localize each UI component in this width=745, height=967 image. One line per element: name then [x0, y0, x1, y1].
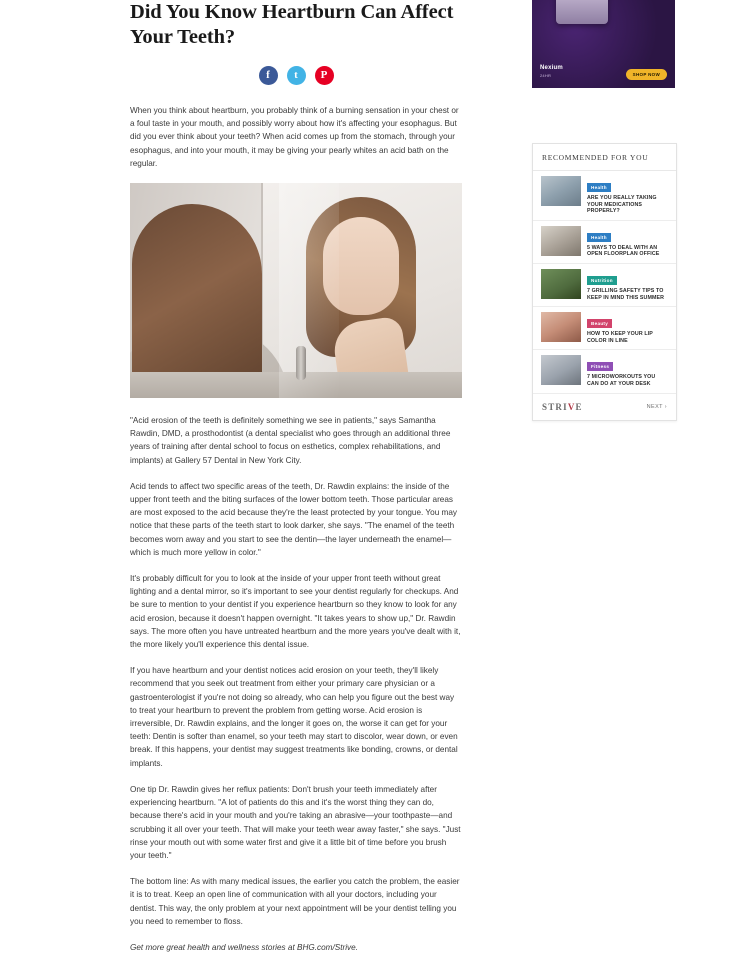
ad-cta-button[interactable]: SHOP NOW	[626, 69, 667, 80]
facebook-share-icon[interactable]: f	[259, 66, 278, 85]
article-paragraph-6: One tip Dr. Rawdin gives her reflux patients: Don't brush your teeth immediately after experiencing heartburn. "A lot of patients do this and it's the worst thing they can do, because there's acid in your mouth and you're taking an abrasive—your toothpaste—and scrubbing it all over your teeth. That will make your teeth wear away faster," she says. "Just rinse your mouth out with some water first and give it a little bit of time before you brush your teeth."	[130, 784, 461, 860]
article-paragraph-4: It's probably difficult for you to look at the inside of your upper front teeth without great lighting and a dental mirror, so it's important to see your dentist regularly for checkups. And be sure to mention to your dentist if you experience heartburn so they know to look for any acid erosion, because it doesn't happen overnight. "It takes years to show up," Dr. Rawdin says. The more often you have untreated heartburn and the more years you've dealt with it, the more likely you'll experience this dental issue.	[130, 574, 461, 650]
social-share-row	[130, 66, 462, 85]
ad-brand-label	[540, 65, 563, 79]
ad-brand-name: Nexium	[540, 65, 563, 71]
list-item-headline: HOW TO KEEP YOUR LIP COLOR IN LINE	[587, 331, 653, 344]
list-item-thumbnail	[541, 269, 581, 299]
advertisement-banner[interactable]	[532, 0, 675, 88]
article-paragraph-1: When you think about heartburn, you probably think of a burning sensation in your chest or a foul taste in your mouth, and possibly worry about how it's affecting your esophagus. But did you ever think about your teeth? When acid comes up from the stomach, through your esophagus, and into your mouth, it may be giving your pearly whites an acid bath on the regular.	[130, 106, 459, 168]
strive-logo	[542, 402, 583, 412]
list-item-headline: 5 WAYS TO DEAL WITH AN OPEN FLOORPLAN OFFICE	[587, 244, 660, 258]
list-item-thumbnail	[541, 312, 581, 342]
article-paragraph-5: If you have heartburn and your dentist notices acid erosion on your teeth, they'll likely recommend that you seek out treatment from either your primary care physician or a gastroenterologist if you're not doing so already, who can help you figure out the best way to treat your heartburn to prevent the problem from getting worse. Acid erosion is irreversible, Dr. Rawdin explains, and the longer it goes on, the worse it can get for your teeth: Dentin is softer than enamel, so your teeth may start to discolor, wear down, or even break. If this happens, your dentist may suggest treatments like bonding, crowns, or dental implants.	[130, 666, 458, 768]
hero-image-woman-head	[132, 204, 262, 398]
status-badge: Nutrition	[587, 276, 617, 285]
list-item-body	[587, 355, 668, 387]
article-paragraph-7: The bottom line: As with many medical issues, the earlier you catch the problem, the easier it is to treat. Keep an open line of communication with all your doctors, including your dentist. This way, the only problem at your next appointment will be your dentist telling you you need to remember to floss.	[130, 877, 460, 926]
list-item-body	[587, 269, 668, 301]
next-button[interactable]: NEXT ›	[646, 403, 667, 410]
hero-image-glare	[279, 183, 339, 398]
article-paragraph-2: "Acid erosion of the teeth is definitely something we see in patients," says Samantha Rawdin, DMD, a prosthodontist (a dental specialist who goes through an additional three years of training after dental school to focus on esthetics, complex rehabilitations, and implants) at Gallery 57 Dental in New York City.	[130, 416, 451, 465]
page-title: Did You Know Heartburn Can Affect Your Teeth?	[130, 1, 454, 48]
pinterest-share-icon[interactable]: P	[315, 66, 334, 85]
recommended-widget	[532, 143, 677, 421]
ad-brand-sub: 24HR	[540, 73, 552, 78]
hero-image	[130, 183, 462, 398]
list-item-body	[587, 176, 668, 215]
list-item-headline: 7 GRILLING SAFETY TIPS TO KEEP IN MIND THIS SUMMER	[587, 287, 665, 301]
list-item[interactable]	[533, 221, 676, 264]
recommended-title: RECOMMENDED FOR YOU	[533, 144, 676, 171]
list-item[interactable]	[533, 307, 676, 350]
list-item[interactable]	[533, 171, 676, 221]
list-item-thumbnail	[541, 355, 581, 385]
list-item-body	[587, 312, 668, 344]
status-badge: Health	[587, 233, 611, 242]
article-footer-note[interactable]: Get more great health and wellness stories at BHG.com/Strive.	[130, 942, 358, 952]
status-badge: Health	[587, 183, 611, 192]
list-item[interactable]	[533, 264, 676, 307]
list-item[interactable]	[533, 350, 676, 393]
twitter-share-icon[interactable]: t	[287, 66, 306, 85]
ad-product-image	[556, 0, 608, 24]
list-item-thumbnail	[541, 226, 581, 256]
recommended-footer	[533, 394, 676, 420]
list-item-headline: 7 MICROWORKOUTS YOU CAN DO AT YOUR DESK	[587, 374, 656, 387]
list-item-body	[587, 226, 668, 258]
status-badge: Fitness	[587, 362, 613, 371]
right-rail	[532, 0, 675, 421]
article-column	[130, 0, 462, 967]
article-paragraph-3: Acid tends to affect two specific areas of the teeth, Dr. Rawdin explains: the inside of the upper front teeth and the biting surfaces of the lower bottom teeth. Those particular areas are most exposed to the acid because they're the least protected by your tongue. You may notice that these parts of the teeth start to look darker, she says. "The enamel of the teeth becomes worn away and you start to see the dentin—the layer underneath the enamel—which is much more yellow in color."	[130, 481, 457, 557]
list-item-headline: ARE YOU REALLY TAKING YOUR MEDICATIONS PROPERLY?	[587, 195, 657, 215]
strive-logo-accent: V	[567, 401, 576, 412]
strive-logo-left: STRI	[542, 401, 568, 412]
list-item-thumbnail	[541, 176, 581, 206]
status-badge: Beauty	[587, 319, 612, 328]
strive-logo-right: E	[575, 401, 583, 412]
